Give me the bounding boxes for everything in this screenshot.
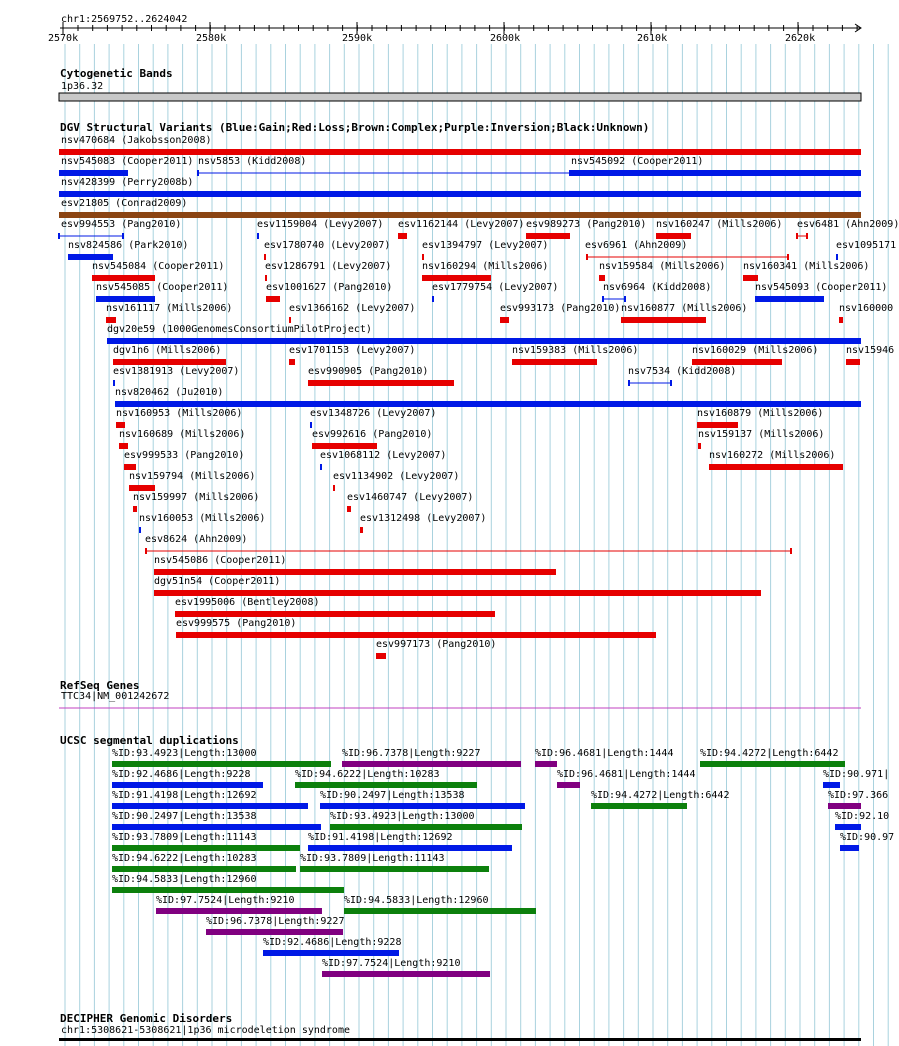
dgv-feature-bar [310,422,312,428]
dgv-feature-label[interactable]: nsv160053 (Mills2006) [139,513,266,524]
dgv-feature-label[interactable]: nsv160877 (Mills2006) [621,303,748,314]
dgv-feature-bar [743,275,758,281]
segdup-feature-label[interactable]: %ID:96.4681|Length:1444 [557,769,696,780]
dgv-feature-label[interactable]: nsv470684 (Jakobsson2008) [61,135,212,146]
segdup-feature-label[interactable]: %ID:94.5833|Length:12960 [344,895,489,906]
dgv-feature-bar [376,653,386,659]
dgv-feature-bar [846,359,860,365]
dgv-feature-label[interactable]: nsv160953 (Mills2006) [116,408,243,419]
cytoband-track-title[interactable]: Cytogenetic Bands [60,67,173,80]
dgv-feature-label[interactable]: nsv160341 (Mills2006) [743,261,870,272]
dgv-feature-label[interactable]: esv1381913 (Levy2007) [113,366,240,377]
dgv-feature-bar [512,359,597,365]
dgv-feature-label[interactable]: nsv545086 (Cooper2011) [154,555,287,566]
dgv-feature-label[interactable]: nsv160000 [839,303,894,314]
segdup-feature-label[interactable]: %ID:92.4686|Length:9228 [112,769,251,780]
dgv-feature-label[interactable]: esv1779754 (Levy2007) [432,282,559,293]
segdup-feature-label[interactable]: %ID:96.7378|Length:9227 [342,748,481,759]
segdup-feature-bar [823,782,840,788]
dgv-feature-bar [106,317,116,323]
segdup-feature-bar [840,845,859,851]
dgv-feature-label[interactable]: nsv161117 (Mills2006) [106,303,233,314]
dgv-feature-label[interactable]: esv997173 (Pang2010) [376,639,497,650]
dgv-feature-label[interactable]: nsv159584 (Mills2006) [599,261,726,272]
segdup-feature-label[interactable]: %ID:90.2497|Length:13538 [112,811,257,822]
dgv-feature-label[interactable]: esv992616 (Pang2010) [312,429,433,440]
segdup-feature-bar [342,761,521,767]
dgv-feature-bar [697,422,738,428]
dgv-feature-label[interactable]: esv1394797 (Levy2007) [422,240,549,251]
segdup-feature-bar [300,866,489,872]
ruler-tick-label: 2570k [48,33,79,44]
dgv-track-title[interactable]: DGV Structural Variants (Blue:Gain;Red:Loss;Brown:Complex;Purple:Inversion;Black:Unknown) [60,121,650,134]
dgv-feature-bar [59,191,861,197]
dgv-feature-label[interactable]: esv1460747 (Levy2007) [347,492,474,503]
dgv-feature-bar [257,233,259,239]
dgv-feature-bar [124,464,136,470]
segdup-feature-bar [828,803,861,809]
segdup-feature-label[interactable]: %ID:94.4272|Length:6442 [700,748,839,759]
dgv-feature-label[interactable]: dgv20e59 (1000GenomesConsortiumPilotProject) [107,324,372,335]
dgv-feature-label[interactable]: dgv1n6 (Mills2006) [113,345,222,356]
dgv-feature-bar [422,254,424,260]
dgv-feature-label[interactable]: esv1095171 [836,240,897,251]
dgv-feature-label[interactable]: esv1068112 (Levy2007) [320,450,447,461]
dgv-feature-bar [360,527,363,533]
refseq-track-title[interactable]: RefSeq Genes [60,679,140,692]
ruler-tick-label: 2610k [637,33,668,44]
decipher-feature-label[interactable]: chr1:5308621-5308621|1p36 microdeletion syndrome [61,1025,350,1036]
dgv-feature-bar [264,254,266,260]
segdup-feature-bar [557,782,580,788]
dgv-feature-bar [839,317,843,323]
dgv-feature-label[interactable]: nsv545092 (Cooper2011) [571,156,704,167]
dgv-feature-label[interactable]: nsv160029 (Mills2006) [692,345,819,356]
dgv-feature-label[interactable]: nsv15946 [846,345,895,356]
dgv-feature-label[interactable]: esv990905 (Pang2010) [308,366,429,377]
refseq-gene-label[interactable]: TTC34|NM_001242672 [61,691,170,702]
dgv-feature-bar [398,233,407,239]
segdup-feature-bar [112,761,331,767]
dgv-feature-label[interactable]: esv1348726 (Levy2007) [310,408,437,419]
dgv-feature-bar [154,590,761,596]
dgv-feature-bar [289,359,295,365]
dgv-feature-bar [115,401,861,407]
dgv-feature-label[interactable]: nsv6964 (Kidd2008) [603,282,712,293]
ruler-tick-label: 2600k [490,33,521,44]
dgv-feature-bar [92,275,155,281]
dgv-feature-bar [107,338,861,344]
segdup-feature-label[interactable]: %ID:94.5833|Length:12960 [112,874,257,885]
dgv-feature-label[interactable]: nsv160879 (Mills2006) [697,408,824,419]
dgv-feature-bar [308,380,454,386]
dgv-feature-bar [68,254,113,260]
dgv-feature-label[interactable]: esv994553 (Pang2010) [61,219,182,230]
segdup-feature-bar [330,824,522,830]
dgv-feature-bar [320,464,322,470]
dgv-feature-label[interactable]: nsv824586 (Park2010) [68,240,189,251]
segdup-feature-bar [112,866,296,872]
ruler-tick-label: 2590k [342,33,373,44]
segdup-feature-label[interactable]: %ID:97.7524|Length:9210 [322,958,461,969]
segdup-feature-bar [112,845,300,851]
dgv-feature-label[interactable]: esv1366162 (Levy2007) [289,303,416,314]
segdup-feature-bar [263,950,399,956]
segdup-feature-bar [344,908,536,914]
dgv-feature-bar [119,443,128,449]
segdup-feature-label[interactable]: %ID:96.4681|Length:1444 [535,748,674,759]
dgv-feature-bar [570,170,861,176]
dgv-feature-bar [698,443,701,449]
dgv-feature-label[interactable]: esv1995006 (Bentley2008) [175,597,320,608]
dgv-feature-bar [59,149,861,155]
segdup-feature-label[interactable]: %ID:93.4923|Length:13000 [112,748,257,759]
dgv-feature-bar [289,317,291,323]
segdup-feature-label[interactable]: %ID:92.4686|Length:9228 [263,937,402,948]
segdup-feature-bar [320,803,525,809]
dgv-feature-label[interactable]: nsv159383 (Mills2006) [512,345,639,356]
dgv-feature-bar [656,233,691,239]
segdup-feature-bar [322,971,490,977]
dgv-feature-label[interactable]: dgv51n54 (Cooper2011) [154,576,281,587]
dgv-feature-bar [133,506,137,512]
dgv-feature-bar [526,233,570,239]
segdup-feature-label[interactable]: %ID:91.4198|Length:12692 [308,832,453,843]
segdup-feature-bar [535,761,557,767]
dgv-feature-bar [113,380,115,386]
segdup-feature-label[interactable]: %ID:94.4272|Length:6442 [591,790,730,801]
dgv-feature-bar [312,443,377,449]
decipher-feature-bar [59,1038,861,1041]
dgv-feature-label[interactable]: esv1312498 (Levy2007) [360,513,487,524]
position-label: chr1:2569752..2624042 [61,14,188,25]
dgv-feature-bar [347,506,351,512]
dgv-feature-label[interactable]: esv8624 (Ahn2009) [145,534,248,545]
dgv-feature-bar [621,317,706,323]
dgv-feature-label[interactable]: esv1001627 (Pang2010) [266,282,393,293]
dgv-feature-label[interactable]: nsv159794 (Mills2006) [129,471,256,482]
dgv-feature-label[interactable]: nsv7534 (Kidd2008) [628,366,737,377]
segdup-feature-bar [112,887,344,893]
segdup-feature-label[interactable]: %ID:90.2497|Length:13538 [320,790,465,801]
segdup-feature-bar [112,824,321,830]
cytoband-label: 1p36.32 [61,81,104,92]
segdup-feature-bar [112,782,263,788]
dgv-feature-bar [176,632,656,638]
dgv-feature-label[interactable]: nsv545093 (Cooper2011) [755,282,888,293]
segdup-feature-bar [112,803,308,809]
segdup-feature-bar [308,845,512,851]
dgv-feature-bar [599,275,605,281]
dgv-feature-label[interactable]: nsv545085 (Cooper2011) [96,282,229,293]
dgv-feature-label[interactable]: nsv428399 (Perry2008b) [61,177,194,188]
dgv-feature-label[interactable]: nsv545084 (Cooper2011) [92,261,225,272]
segdup-feature-bar [156,908,322,914]
dgv-feature-label[interactable]: nsv160247 (Mills2006) [656,219,783,230]
dgv-feature-label[interactable]: esv1134902 (Levy2007) [333,471,460,482]
dgv-feature-bar [333,485,335,491]
dgv-feature-label[interactable]: nsv159997 (Mills2006) [133,492,260,503]
dgv-feature-bar [175,611,495,617]
dgv-feature-bar [836,254,838,260]
ruler-tick-label: 2580k [196,33,227,44]
dgv-feature-label[interactable]: esv1780740 (Levy2007) [264,240,391,251]
ruler-tick-label: 2620k [785,33,816,44]
dgv-feature-label[interactable]: esv1162144 (Levy2007) [398,219,525,230]
segdup-feature-bar [295,782,477,788]
segdup-feature-label[interactable]: %ID:97.7524|Length:9210 [156,895,295,906]
dgv-feature-label[interactable]: nsv159137 (Mills2006) [698,429,825,440]
dgv-feature-label[interactable]: esv999533 (Pang2010) [124,450,245,461]
segdup-feature-label[interactable]: %ID:94.6222|Length:10283 [295,769,440,780]
dgv-feature-bar [96,296,155,302]
dgv-feature-bar [500,317,509,323]
dgv-feature-label[interactable]: esv993173 (Pang2010) [500,303,621,314]
dgv-feature-bar [59,212,861,218]
dgv-feature-label[interactable]: esv6961 (Ahn2009) [585,240,688,251]
segdup-feature-label[interactable]: %ID:94.6222|Length:10283 [112,853,257,864]
dgv-feature-label[interactable]: esv1286791 (Levy2007) [265,261,392,272]
dgv-feature-bar [692,359,782,365]
dgv-feature-bar [266,296,280,302]
dgv-feature-label[interactable]: nsv160689 (Mills2006) [119,429,246,440]
dgv-feature-bar [59,170,128,176]
segdup-feature-label[interactable]: %ID:91.4198|Length:12692 [112,790,257,801]
segdup-track-title[interactable]: UCSC segmental duplications [60,734,239,747]
dgv-feature-bar [129,485,155,491]
dgv-feature-bar [432,296,434,302]
segdup-feature-label[interactable]: %ID:97.366 [828,790,889,801]
segdup-feature-label[interactable]: %ID:90.97 [840,832,895,843]
dgv-feature-label[interactable]: nsv545083 (Cooper2011) [61,156,194,167]
segdup-feature-bar [591,803,687,809]
dgv-feature-label[interactable]: esv1701153 (Levy2007) [289,345,416,356]
dgv-feature-bar [116,422,125,428]
segdup-feature-label[interactable]: %ID:93.7809|Length:11143 [300,853,445,864]
segdup-feature-bar [700,761,845,767]
dgv-feature-label[interactable]: esv21805 (Conrad2009) [61,198,188,209]
segdup-feature-label[interactable]: %ID:93.7809|Length:11143 [112,832,257,843]
dgv-feature-bar [154,569,556,575]
dgv-feature-label[interactable]: esv1159004 (Levy2007) [257,219,384,230]
segdup-feature-bar [835,824,861,830]
segdup-feature-label[interactable]: %ID:93.4923|Length:13000 [330,811,475,822]
decipher-track-title[interactable]: DECIPHER Genomic Disorders [60,1012,233,1025]
segdup-feature-label[interactable]: %ID:90.971| [823,769,890,780]
dgv-feature-label[interactable]: nsv820462 (Ju2010) [115,387,224,398]
dgv-feature-label[interactable]: esv6481 (Ahn2009) [797,219,899,230]
dgv-feature-bar [113,359,226,365]
segdup-feature-label[interactable]: %ID:92.10 [835,811,890,822]
dgv-feature-label[interactable]: nsv160294 (Mills2006) [422,261,549,272]
dgv-feature-label[interactable]: nsv160272 (Mills2006) [709,450,836,461]
dgv-feature-bar [265,275,267,281]
dgv-feature-label[interactable]: nsv5853 (Kidd2008) [198,156,307,167]
segdup-feature-label[interactable]: %ID:96.7378|Length:9227 [206,916,345,927]
dgv-feature-bar [755,296,824,302]
segdup-feature-bar [206,929,343,935]
dgv-feature-bar [709,464,843,470]
dgv-feature-label[interactable]: esv999575 (Pang2010) [176,618,297,629]
cytoband-bar [59,93,861,101]
dgv-feature-bar [422,275,491,281]
dgv-feature-label[interactable]: esv989273 (Pang2010) [526,219,647,230]
dgv-feature-bar [139,527,141,533]
